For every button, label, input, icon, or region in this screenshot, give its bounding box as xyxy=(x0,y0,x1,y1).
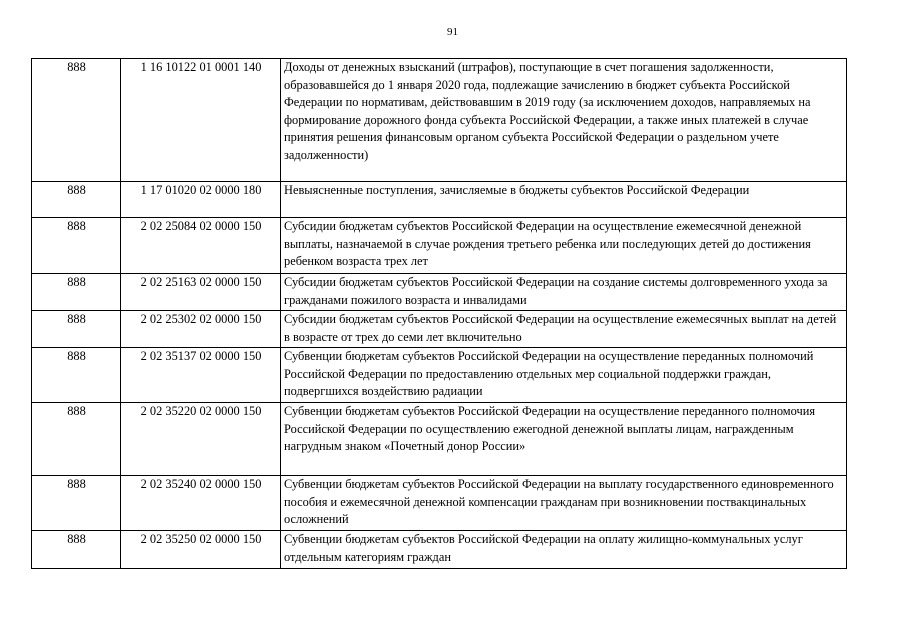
table-row xyxy=(32,274,847,311)
table-row xyxy=(32,59,847,182)
budget-code-cell: 1 17 01020 02 0000 180 xyxy=(121,182,281,218)
table-row xyxy=(32,218,847,274)
revenue-name-cell: Субвенции бюджетам субъектов Российской Федерации на оплату жилищно-коммунальных услуг отдельным категориям граждан xyxy=(281,531,847,569)
table-row xyxy=(32,476,847,531)
admin-code-cell: 888 xyxy=(32,218,121,274)
revenue-name-cell: Субсидии бюджетам субъектов Российской Федерации на создание системы долговременного ухода за гражданами пожилого возраста и инвалидами xyxy=(281,274,847,311)
budget-codes-table xyxy=(31,58,847,569)
admin-code-cell: 888 xyxy=(32,476,121,531)
budget-code-cell: 2 02 35250 02 0000 150 xyxy=(121,531,281,569)
admin-code-cell: 888 xyxy=(32,59,121,182)
budget-code-cell: 2 02 25084 02 0000 150 xyxy=(121,218,281,274)
revenue-name-cell: Доходы от денежных взысканий (штрафов), поступающие в счет погашения задолженности, образовавшейся до 1 января 2020 года, подлежащие зачислению в бюджет субъекта Российской Федерации по нормативам, действовавшим в 2019 году (за исключением доходов, направляемых на формирование дорожного фонда субъекта Российской Федерации, а также иных платежей в случае принятия решения финансовым органом субъекта Российской Федерации о раздельном учете задолженности) xyxy=(281,59,847,182)
budget-code-cell: 2 02 25302 02 0000 150 xyxy=(121,311,281,348)
budget-code-cell: 2 02 25163 02 0000 150 xyxy=(121,274,281,311)
budget-code-cell: 1 16 10122 01 0001 140 xyxy=(121,59,281,182)
admin-code-cell: 888 xyxy=(32,274,121,311)
revenue-name-cell: Субвенции бюджетам субъектов Российской Федерации на осуществление переданного полномочия Российской Федерации по осуществлению ежегодной денежной выплаты лицам, награжденным нагрудным знаком «Почетный донор России» xyxy=(281,403,847,476)
budget-code-cell: 2 02 35240 02 0000 150 xyxy=(121,476,281,531)
table-row xyxy=(32,311,847,348)
budget-code-cell: 2 02 35220 02 0000 150 xyxy=(121,403,281,476)
admin-code-cell: 888 xyxy=(32,531,121,569)
table-row xyxy=(32,182,847,218)
revenue-name-cell: Субсидии бюджетам субъектов Российской Федерации на осуществление ежемесячной денежной выплаты, назначаемой в случае рождения третьего ребенка или последующих детей до достижения ребенком возраста трех лет xyxy=(281,218,847,274)
admin-code-cell: 888 xyxy=(32,182,121,218)
table-row xyxy=(32,531,847,569)
revenue-name-cell: Невыясненные поступления, зачисляемые в бюджеты субъектов Российской Федерации xyxy=(281,182,847,218)
revenue-name-cell: Субвенции бюджетам субъектов Российской Федерации на выплату государственного единовременного пособия и ежемесячной денежной компенсации гражданам при возникновении поствакцинальных осложнений xyxy=(281,476,847,531)
page-number: 91 xyxy=(447,26,458,38)
table-row xyxy=(32,403,847,476)
revenue-name-cell: Субсидии бюджетам субъектов Российской Федерации на осуществление ежемесячных выплат на детей в возрасте от трех до семи лет включительно xyxy=(281,311,847,348)
revenue-name-cell: Субвенции бюджетам субъектов Российской Федерации на осуществление переданных полномочий Российской Федерации по предоставлению отдельных мер социальной поддержки граждан, подвергшихся воздействию радиации xyxy=(281,348,847,403)
table-row xyxy=(32,348,847,403)
budget-code-cell: 2 02 35137 02 0000 150 xyxy=(121,348,281,403)
admin-code-cell: 888 xyxy=(32,403,121,476)
admin-code-cell: 888 xyxy=(32,348,121,403)
admin-code-cell: 888 xyxy=(32,311,121,348)
